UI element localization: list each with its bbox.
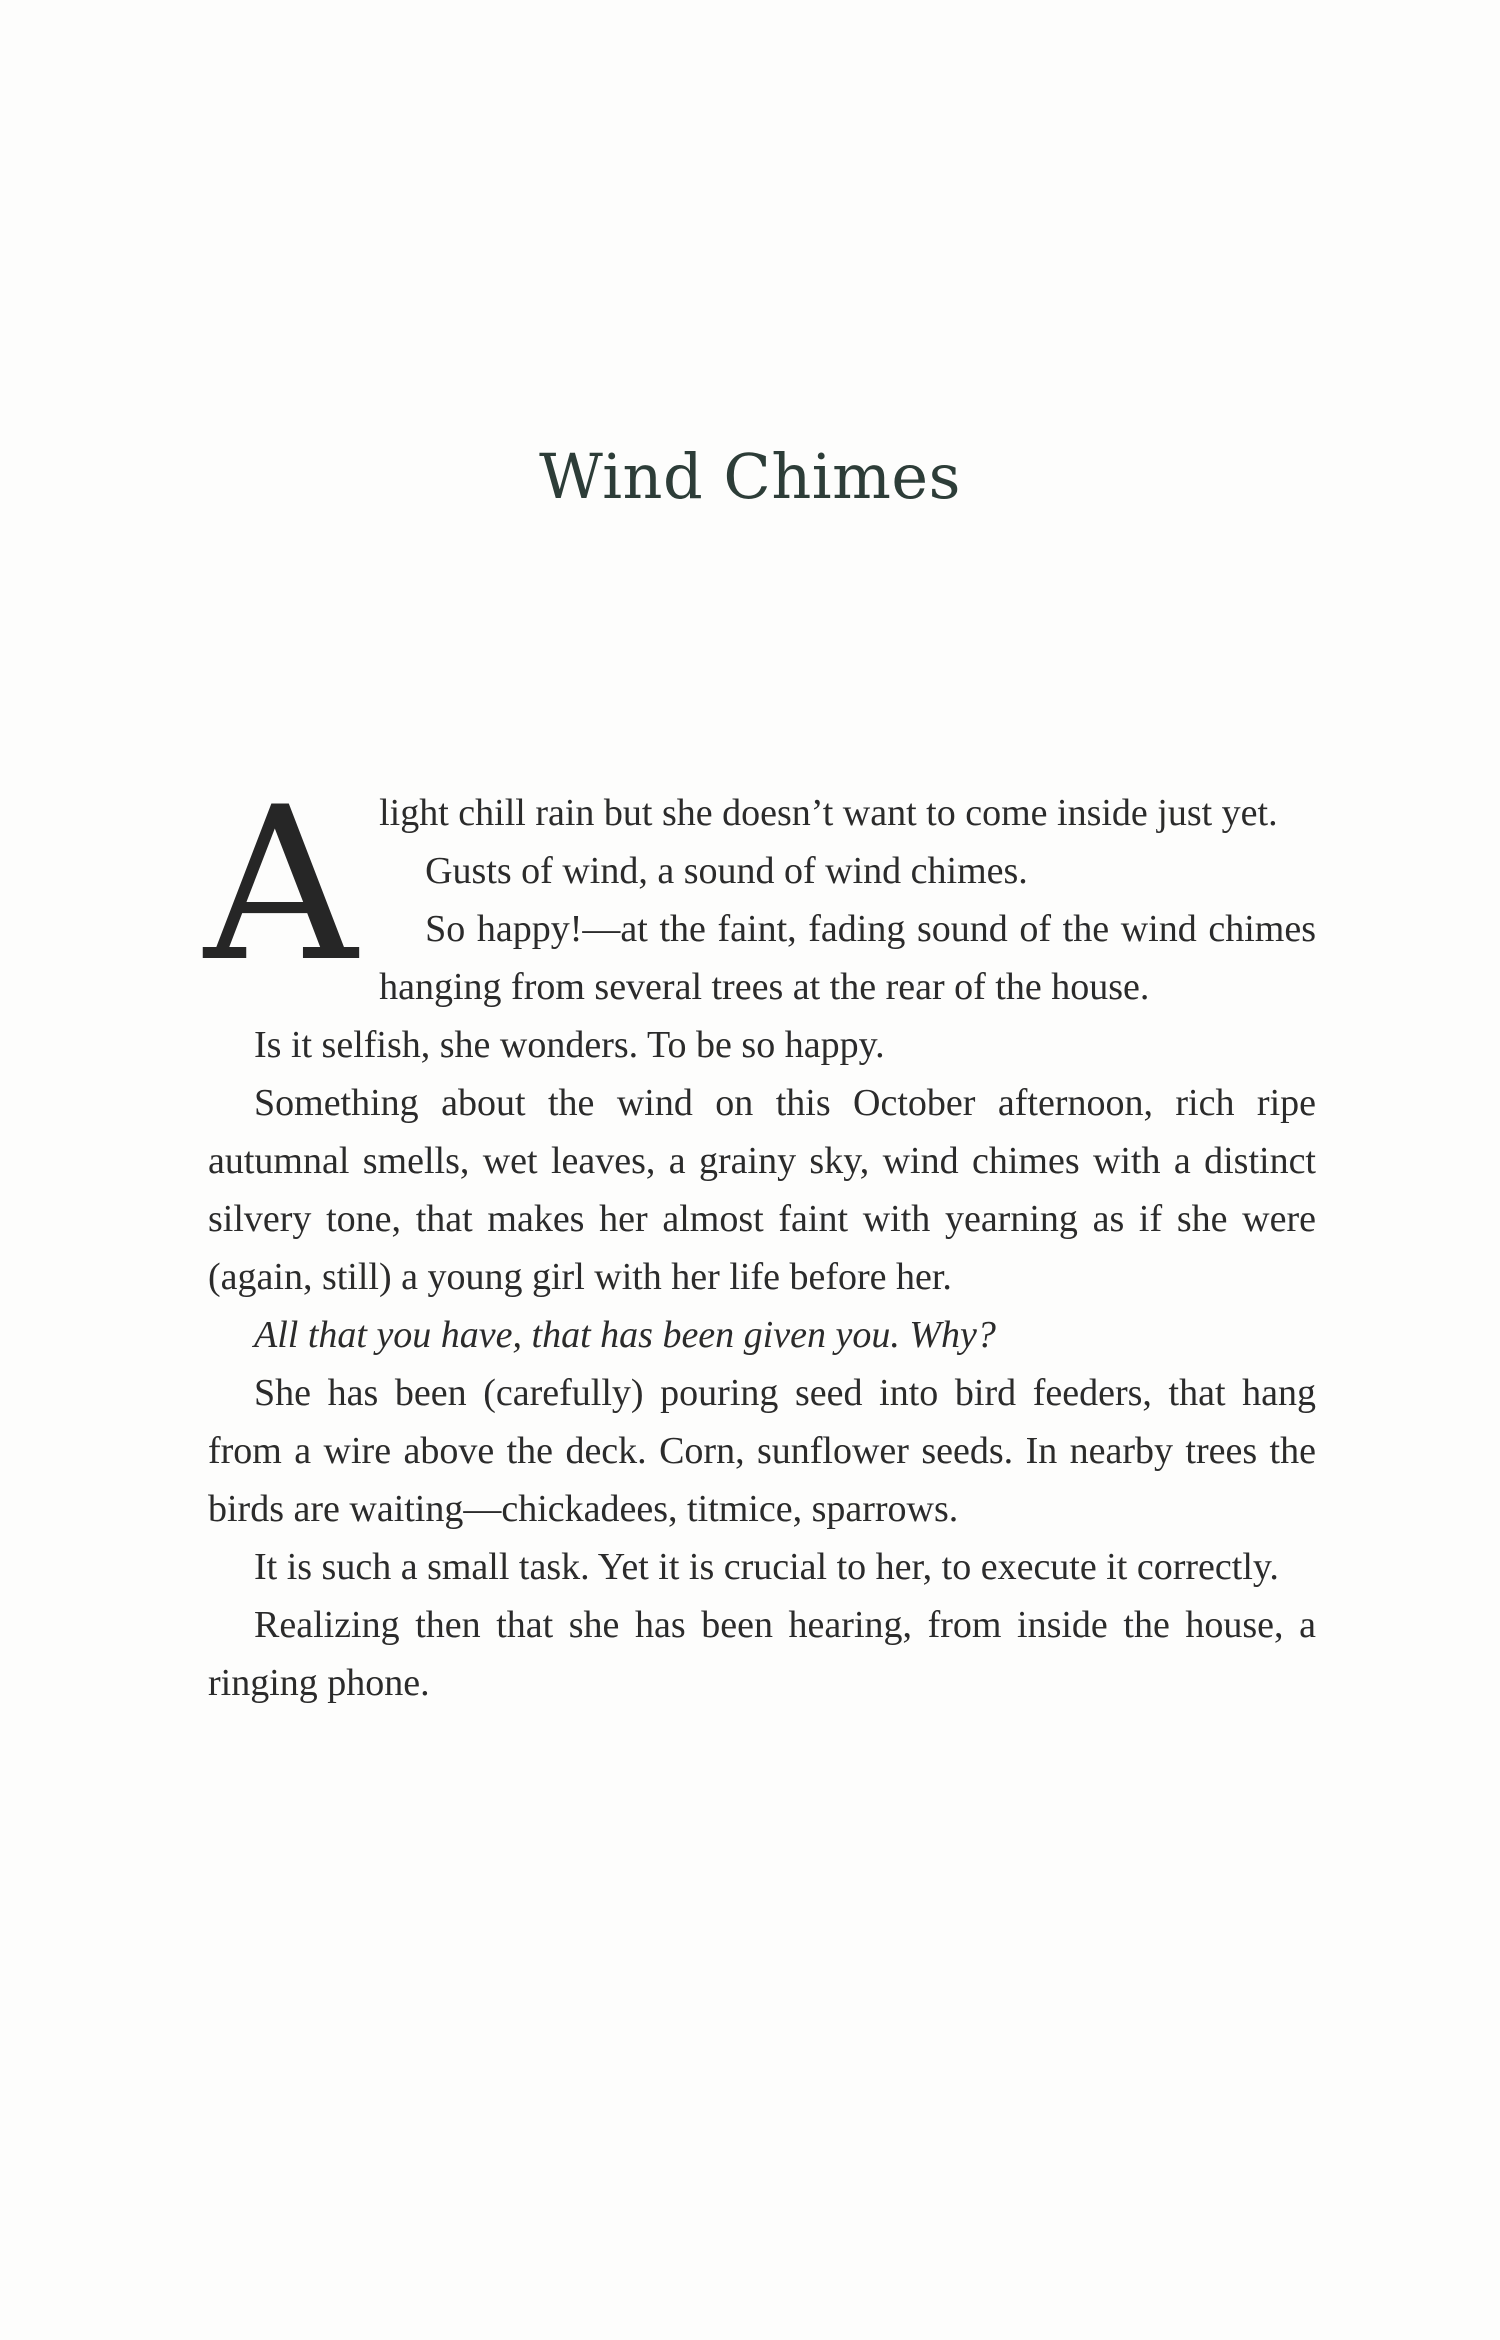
chapter-title: Wind Chimes xyxy=(539,440,961,513)
chapter-body xyxy=(204,761,1316,1712)
drop-cap-letter: A xyxy=(204,761,358,1008)
paragraph: It is such a small task. Yet it is crucial to her, to execute it correctly. xyxy=(254,1546,1279,1588)
paragraph: Is it selfish, she wonders. To be so happy. xyxy=(254,1024,885,1066)
italic-paragraph: All that you have, that has been given you. Why? xyxy=(254,1314,996,1356)
paragraph: So happy!—at the faint, fading sound of the wind chimes hanging from several trees at the rear of the house. xyxy=(379,908,1316,1008)
paragraph: light chill rain but she doesn’t want to come inside just yet. xyxy=(379,792,1278,834)
paragraph: Gusts of wind, a sound of wind chimes. xyxy=(425,850,1028,892)
paragraph: Realizing then that she has been hearing, from inside the house, a ringing phone. xyxy=(208,1604,1316,1704)
paragraph: She has been (carefully) pouring seed into bird feeders, that hang from a wire above the deck. Corn, sunflower seeds. In nearby trees the birds are waiting—chickadees, titmice, sparrows. xyxy=(208,1372,1316,1530)
paragraph: Something about the wind on this October afternoon, rich ripe autumnal smells, wet leaves, a grainy sky, wind chimes with a distinct silvery tone, that makes her almost faint with yearning as if she were (again, still) a young girl with her life before her. xyxy=(208,1082,1316,1298)
